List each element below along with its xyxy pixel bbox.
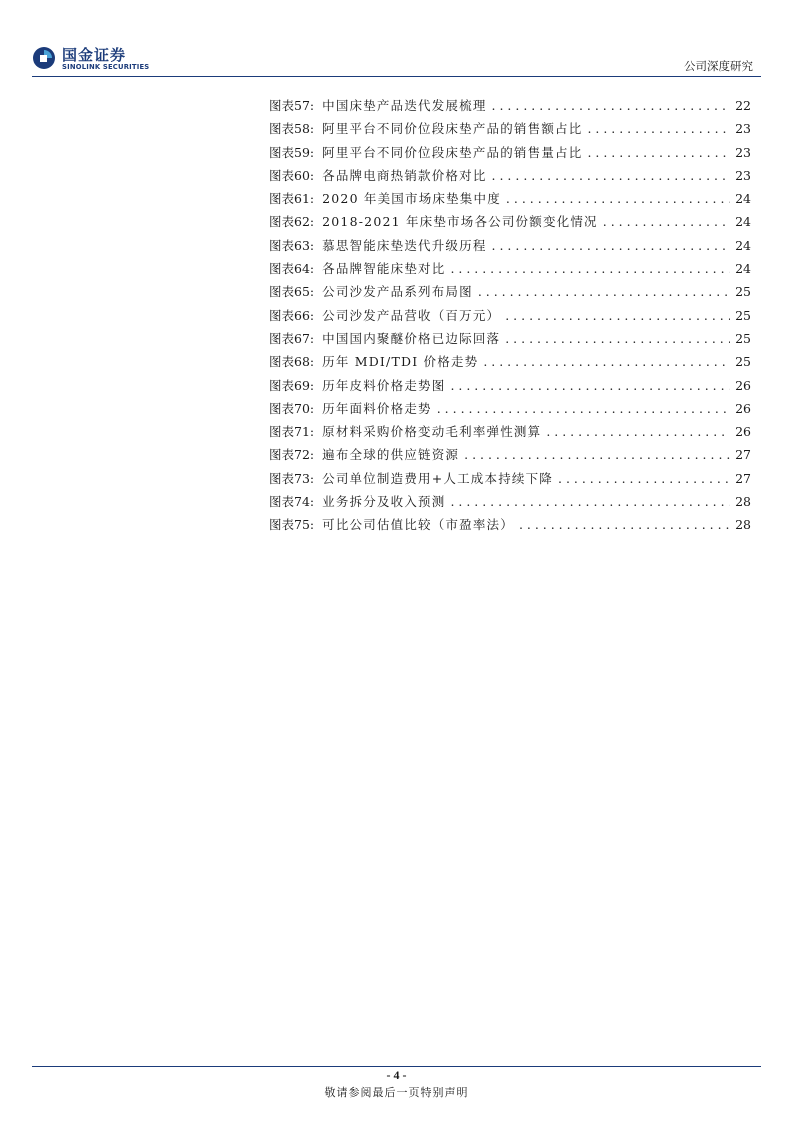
dot-leader (587, 141, 730, 164)
figure-title: 原材料采购价格变动毛利率弹性测算 (322, 424, 542, 440)
figure-number: 图表60: (269, 167, 315, 183)
figure-title: 公司单位制造费用+人工成本持续下降 (322, 470, 553, 486)
figure-title: 中国床垫产品迭代发展梳理 (322, 98, 487, 113)
toc-entry[interactable] (269, 374, 751, 397)
dot-leader (450, 490, 730, 513)
figure-title: 公司沙发产品营收（百万元） (322, 307, 501, 323)
figure-title: 慕思智能床垫迭代升级历程 (322, 237, 487, 253)
dot-leader (603, 210, 730, 233)
dot-leader (505, 327, 730, 350)
figure-number: 图表75: (269, 517, 315, 533)
dot-leader (492, 164, 731, 187)
page-ref: 25 (735, 354, 751, 370)
dot-leader (483, 350, 730, 373)
page-ref: 23 (735, 167, 751, 183)
page-ref: 25 (735, 330, 751, 346)
page-ref: 28 (735, 517, 751, 533)
figure-title: 阿里平台不同价位段床垫产品的销售额占比 (322, 121, 583, 137)
page-ref: 26 (735, 400, 751, 416)
toc-entry[interactable] (269, 94, 751, 117)
page-ref: 22 (735, 98, 751, 113)
figure-number: 图表68: (269, 354, 315, 370)
figure-title: 业务拆分及收入预测 (322, 494, 446, 510)
dot-leader (492, 234, 731, 257)
page-ref: 28 (735, 494, 751, 510)
figure-index-list (269, 94, 751, 537)
disclaimer-note: 敬请参阅最后一页特别声明 (324, 1086, 469, 1099)
toc-entry[interactable] (269, 234, 751, 257)
page-ref: 27 (735, 447, 751, 463)
dot-leader (437, 397, 730, 420)
toc-entry[interactable] (269, 164, 751, 187)
dot-leader (450, 374, 730, 397)
footer-divider (32, 1066, 761, 1067)
toc-entry[interactable] (269, 443, 751, 466)
brand-name-en: SINOLINK SECURITIES (62, 63, 150, 71)
page-ref: 24 (735, 191, 751, 207)
dot-leader (558, 467, 730, 490)
company-logo (32, 44, 150, 74)
figure-title: 可比公司估值比较（市盈率法） (322, 517, 514, 533)
figure-title: 各品牌电商热销款价格对比 (322, 167, 487, 183)
page-ref: 26 (735, 377, 751, 393)
figure-number: 图表57: (269, 98, 315, 113)
toc-entry[interactable] (269, 280, 751, 303)
dot-leader (546, 420, 730, 443)
toc-entry[interactable] (269, 467, 751, 490)
figure-title: 中国国内聚醚价格已边际回落 (322, 330, 501, 346)
page-ref: 24 (735, 214, 751, 230)
toc-entry[interactable] (269, 117, 751, 140)
dot-leader (450, 257, 730, 280)
figure-title: 2018-2021 年床垫市场各公司份额变化情况 (322, 214, 598, 230)
page-ref: 23 (735, 121, 751, 137)
page-ref: 25 (735, 307, 751, 323)
page-number: - 4 - (386, 1068, 407, 1082)
dot-leader (478, 280, 730, 303)
figure-number: 图表73: (269, 470, 315, 486)
header-divider (32, 76, 761, 77)
figure-title: 阿里平台不同价位段床垫产品的销售量占比 (322, 144, 583, 160)
figure-title: 公司沙发产品系列布局图 (322, 284, 473, 300)
report-type: 公司深度研究 (684, 59, 753, 73)
toc-entry[interactable] (269, 141, 751, 164)
page-ref: 26 (735, 424, 751, 440)
page-ref: 25 (735, 284, 751, 300)
toc-entry[interactable] (269, 210, 751, 233)
figure-title: 遍布全球的供应链资源 (322, 447, 460, 463)
figure-number: 图表58: (269, 121, 315, 137)
toc-entry[interactable] (269, 397, 751, 420)
page-ref: 23 (735, 144, 751, 160)
figure-title: 历年面料价格走势 (322, 400, 432, 416)
page-ref: 24 (735, 261, 751, 277)
toc-entry[interactable] (269, 513, 751, 536)
figure-number: 图表59: (269, 144, 315, 160)
dot-leader (519, 513, 730, 536)
figure-number: 图表65: (269, 284, 315, 300)
toc-entry[interactable] (269, 187, 751, 210)
sinolink-logo-icon (32, 46, 56, 70)
figure-number: 图表64: (269, 261, 315, 277)
figure-title: 历年皮料价格走势图 (322, 377, 446, 393)
dot-leader (505, 304, 730, 327)
figure-number: 图表74: (269, 494, 315, 510)
toc-entry[interactable] (269, 490, 751, 513)
dot-leader (506, 187, 730, 210)
brand-name-cn: 国金证券 (62, 46, 127, 64)
figure-title: 各品牌智能床垫对比 (322, 261, 446, 277)
dot-leader (464, 443, 730, 466)
figure-number: 图表66: (269, 307, 315, 323)
dot-leader (587, 117, 730, 140)
toc-entry[interactable] (269, 420, 751, 443)
figure-number: 图表63: (269, 237, 315, 253)
figure-number: 图表61: (269, 191, 315, 207)
dot-leader (492, 94, 731, 117)
toc-entry[interactable] (269, 257, 751, 280)
page-ref: 24 (735, 237, 751, 253)
figure-number: 图表71: (269, 424, 315, 440)
figure-number: 图表69: (269, 377, 315, 393)
figure-number: 图表70: (269, 400, 315, 416)
figure-title: 2020 年美国市场床垫集中度 (322, 191, 501, 207)
toc-entry[interactable] (269, 304, 751, 327)
figure-number: 图表67: (269, 330, 315, 346)
figure-number: 图表62: (269, 214, 315, 230)
page-ref: 27 (735, 470, 751, 486)
toc-entry[interactable] (269, 350, 751, 373)
figure-number: 图表72: (269, 447, 315, 463)
page-header (0, 0, 793, 80)
toc-entry[interactable] (269, 327, 751, 350)
figure-title: 历年 MDI/TDI 价格走势 (322, 354, 479, 370)
